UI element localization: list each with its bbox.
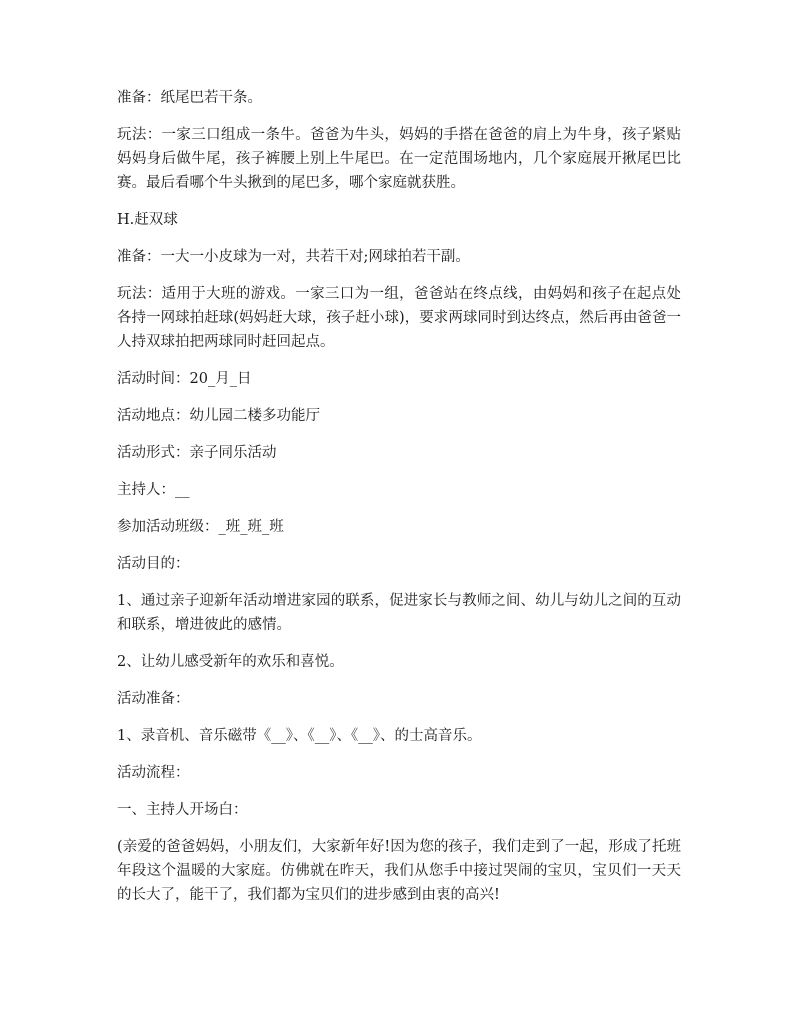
paragraph-participating-classes: 参加活动班级：_班_班_班 [117,519,284,535]
paragraph-preparation-balls: 准备：一大一小皮球为一对，共若干对;网球拍若干副。 [117,249,470,265]
paragraph-preparation-tails: 准备：纸尾巴若干条。 [117,90,262,106]
paragraph-rules-bull-game: 玩法：一家三口组成一条牛。爸爸为牛头，妈妈的手搭在爸爸的肩上为牛身，孩子紧贴妈妈身后做牛尾，孩子裤腰上别上牛尾巴。在一定范围场地内，几个家庭展开揪尾巴比赛。最后看哪个牛头揪到的尾巴多，哪个家庭就获胜。 [117,127,681,191]
document-body [117,86,681,920]
heading-host-opening: 一、主持人开场白： [117,802,248,818]
heading-activity-flow: 活动流程： [117,765,190,781]
heading-activity-goals: 活动目的： [117,556,190,572]
heading-activity-preparation: 活动准备： [117,691,190,707]
paragraph-goal-2: 2、让幼儿感受新年的欢乐和喜悦。 [117,654,344,670]
paragraph-activity-format: 活动形式：亲子同乐活动 [117,445,277,461]
paragraph-preparation-music: 1、录音机、音乐磁带《__》、《__》、《__》、的士高音乐。 [117,728,482,744]
section-heading-double-ball: H.赶双球 [117,212,178,228]
paragraph-activity-location: 活动地点：幼儿园二楼多功能厅 [117,408,320,424]
paragraph-rules-double-ball: 玩法：适用于大班的游戏。一家三口为一组，爸爸站在终点线，由妈妈和孩子在起点处各持一网球拍赶球(妈妈赶大球，孩子赶小球)，要求两球同时到达终点，然后再由爸爸一人持双球拍把两球同时赶回起点。 [117,286,681,350]
paragraph-goal-1: 1、通过亲子迎新年活动增进家园的联系，促进家长与教师之间、幼儿与幼儿之间的互动和联系，增进彼此的感情。 [117,593,681,633]
paragraph-activity-time: 活动时间：20_月_日 [117,371,252,387]
paragraph-host: 主持人：__ [117,482,190,498]
paragraph-opening-speech: (亲爱的爸爸妈妈，小朋友们，大家新年好!因为您的孩子，我们走到了一起，形成了托班年段这个温暖的大家庭。仿佛就在昨天，我们从您手中接过哭闹的宝贝，宝贝们一天天的长大了，能干了，我们都为宝贝们的进步感到由衷的高兴! [117,839,681,903]
